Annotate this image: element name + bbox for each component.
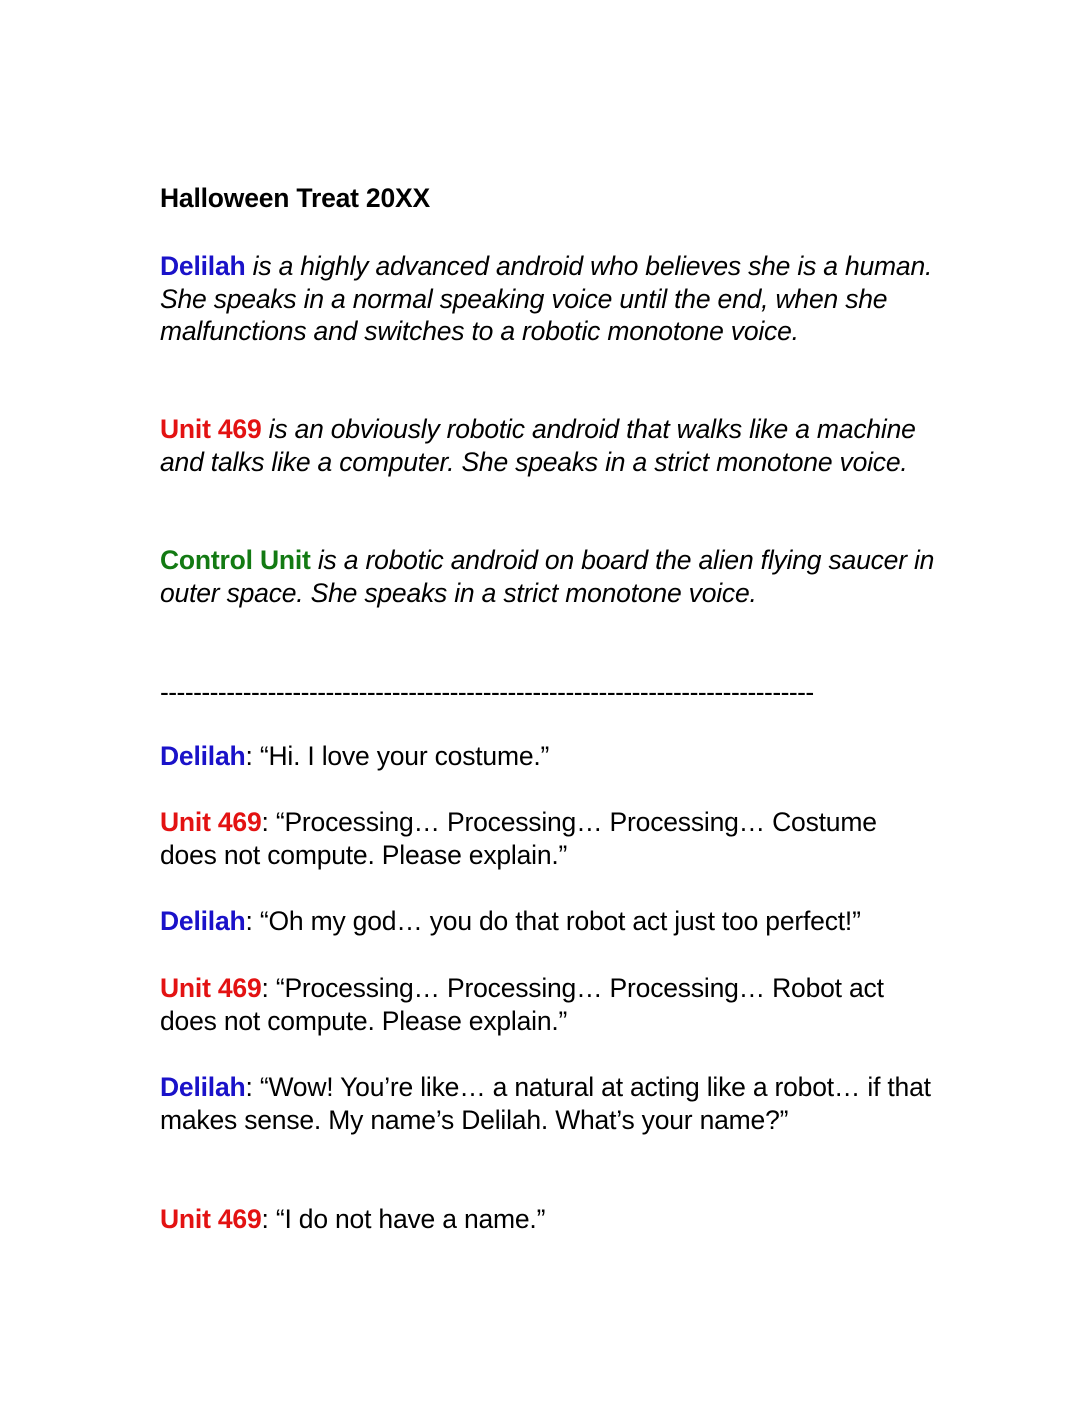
- speaker-name: Unit 469: [160, 1204, 262, 1234]
- character-description-text: is a highly advanced android who believes she is a human. She speaks in a normal speaking voice until the end, when she malfunctions and switches to a robotic monotone voice.: [160, 251, 933, 346]
- character-description-delilah: [160, 250, 940, 348]
- speaker-separator: :: [245, 741, 260, 771]
- section-divider: -------------------------------------------------------------------------------: [160, 677, 814, 707]
- dialogue-line: [160, 1203, 940, 1236]
- speaker-separator: :: [261, 1204, 276, 1234]
- speaker-separator: :: [261, 807, 276, 837]
- speaker-name: Delilah: [160, 906, 246, 936]
- character-name: Unit 469: [160, 414, 262, 444]
- speaker-separator: :: [261, 973, 276, 1003]
- speaker-name: Unit 469: [160, 973, 262, 1003]
- dialogue-text: “Processing… Processing… Processing… Costume does not compute. Please explain.”: [160, 807, 877, 870]
- character-name: Delilah: [160, 251, 246, 281]
- character-name: Control Unit: [160, 545, 311, 575]
- dialogue-line: [160, 1071, 940, 1136]
- speaker-separator: :: [245, 906, 260, 936]
- dialogue-line: [160, 806, 940, 871]
- script-title: Halloween Treat 20XX: [160, 183, 430, 213]
- dialogue-text: “Hi. I love your costume.”: [259, 741, 550, 771]
- speaker-separator: :: [245, 1072, 260, 1102]
- dialogue-text: “Oh my god… you do that robot act just too perfect!”: [259, 906, 861, 936]
- dialogue-text: “Processing… Processing… Processing… Robot act does not compute. Please explain.”: [160, 973, 884, 1036]
- character-description-unit-469: [160, 413, 940, 478]
- dialogue-line: [160, 972, 940, 1037]
- character-description-text: is an obviously robotic android that walks like a machine and talks like a computer. She speaks in a strict monotone voice.: [160, 414, 916, 477]
- speaker-name: Delilah: [160, 1072, 246, 1102]
- character-description-control-unit: [160, 544, 940, 609]
- dialogue-line: [160, 905, 940, 938]
- character-description-text: is a robotic android on board the alien flying saucer in outer space. She speaks in a strict monotone voice.: [160, 545, 935, 608]
- dialogue-line: [160, 740, 940, 773]
- dialogue-text: “I do not have a name.”: [275, 1204, 546, 1234]
- dialogue-text: “Wow! You’re like… a natural at acting like a robot… if that makes sense. My name’s Delilah. What’s your name?”: [160, 1072, 931, 1135]
- speaker-name: Unit 469: [160, 807, 262, 837]
- speaker-name: Delilah: [160, 741, 246, 771]
